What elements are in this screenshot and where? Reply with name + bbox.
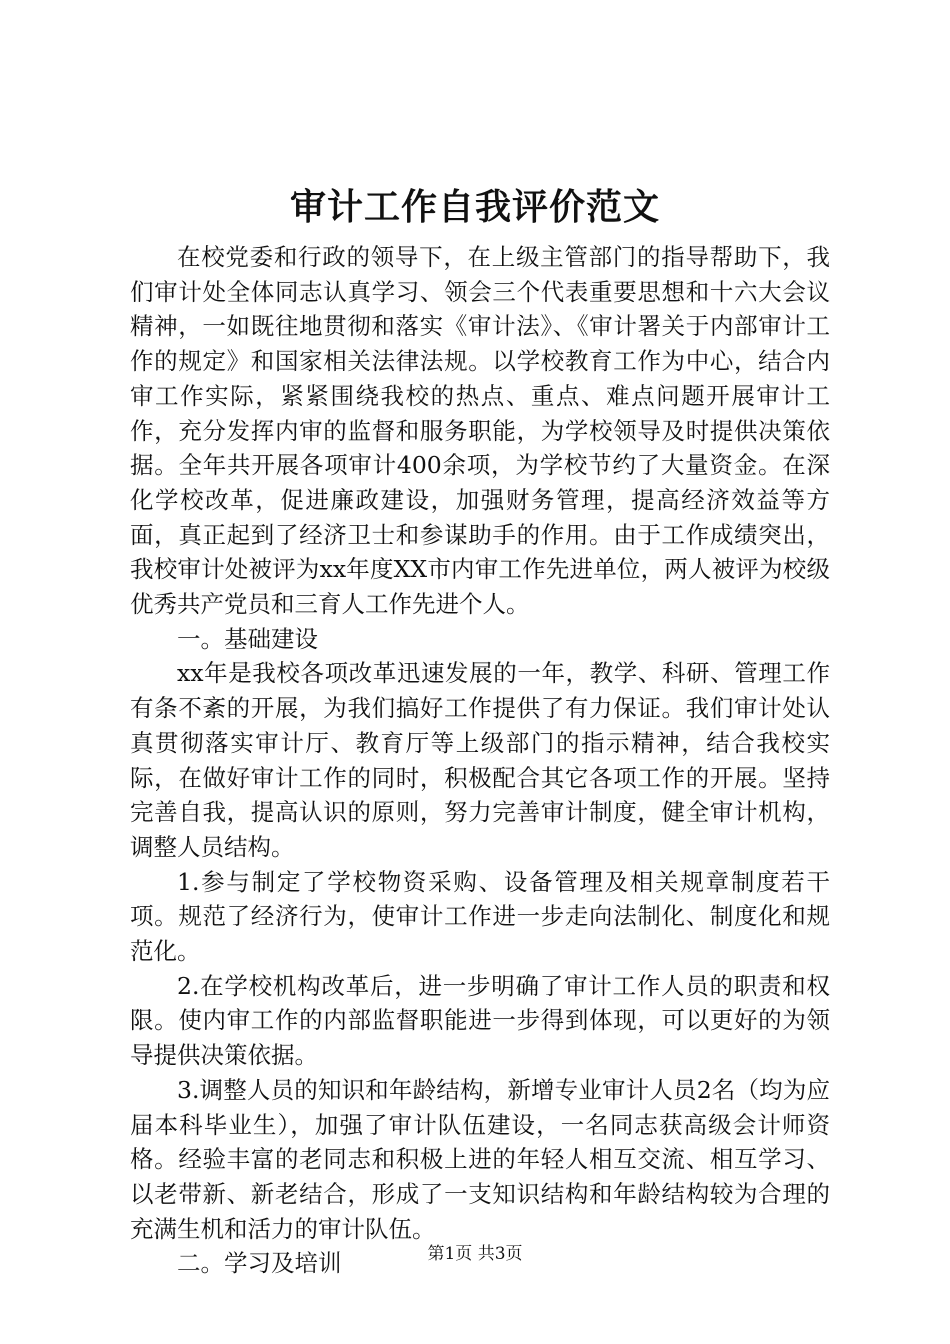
document-body	[130, 240, 830, 1281]
list-item-2: 2.在学校机构改革后，进一步明确了审计工作人员的职责和权限。使内审工作的内部监督职能进一步得到体现，可以更好的为领导提供决策依据。	[130, 971, 830, 1070]
list-item-1: 1.参与制定了学校物资采购、设备管理及相关规章制度若干项。规范了经济行为，使审计工作进一步走向法制化、制度化和规范化。	[130, 867, 830, 966]
document-title: 审计工作自我评价范文	[289, 186, 660, 228]
paragraph-infrastructure: xx年是我校各项改革迅速发展的一年，教学、科研、管理工作有条不紊的开展，为我们搞好工作提供了有力保证。我们审计处认真贯彻落实审计厅、教育厅等上级部门的指示精神，结合我校实际，在做好审计工作的同时，积极配合其它各项工作的开展。坚持完善自我，提高认识的原则，努力完善审计制度，健全审计机构，调整人员结构。	[130, 659, 830, 861]
section-heading-training: 二。学习及培训	[177, 1249, 342, 1278]
paragraph-intro: 在校党委和行政的领导下，在上级主管部门的指导帮助下，我们审计处全体同志认真学习、领会三个代表重要思想和十六大会议精神，一如既往地贯彻和落实《审计法》、《审计署关于内部审计工作的规定》和国家相关法律法规。以学校教育工作为中心，结合内审工作实际，紧紧围绕我校的热点、重点、难点问题开展审计工作，充分发挥内审的监督和服务职能，为学校领导及时提供决策依据。全年共开展各项审计400余项，为学校节约了大量资金。在深化学校改革，促进廉政建设，加强财务管理，提高经济效益等方面，真正起到了经济卫士和参谋助手的作用。由于工作成绩突出，我校审计处被评为xx年度XX市内审工作先进单位，两人被评为校级优秀共产党员和三育人工作先进个人。	[130, 243, 830, 619]
section-heading-infrastructure: 一。基础建设	[177, 624, 318, 653]
list-item-3: 3.调整人员的知识和年龄结构，新增专业审计人员2名（均为应届本科毕业生），加强了审计队伍建设，一名同志获高级会计师资格。经验丰富的老同志和积极上进的年轻人相互交流、相互学习、以老带新、新老结合，形成了一支知识结构和年龄结构较为合理的充满生机和活力的审计队伍。	[130, 1075, 830, 1243]
page-footer: 第1页 共3页	[427, 1244, 523, 1264]
